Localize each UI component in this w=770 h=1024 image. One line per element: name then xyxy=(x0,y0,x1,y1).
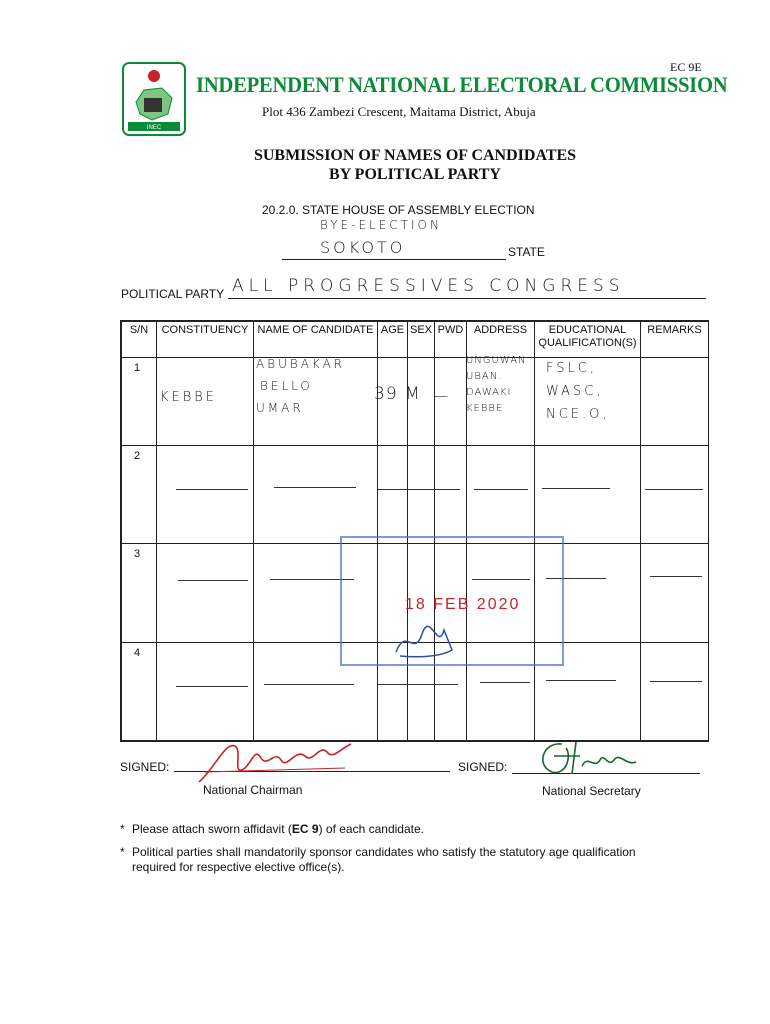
blank-dash xyxy=(474,489,528,490)
blank-dash xyxy=(264,684,354,685)
blank-dash xyxy=(650,576,702,577)
note2-text: Political parties shall mandatorily sponsor candidates who satisfy the statutory age qualification required for respective elective office(s). xyxy=(132,845,636,874)
candidate-address xyxy=(466,353,532,417)
blank-dash xyxy=(650,681,702,682)
signed-label-left: SIGNED: xyxy=(120,760,170,774)
note-affidavit xyxy=(120,822,424,836)
form-code: EC 9E xyxy=(670,60,702,74)
blank-dash xyxy=(274,487,356,488)
blank-dash xyxy=(645,489,703,490)
party-underline xyxy=(228,298,706,299)
address-line: KEBBE xyxy=(466,403,504,414)
commission-address: Plot 436 Zambezi Crescent, Maitama District, Abuja xyxy=(262,104,536,119)
col-header-sex: SEX xyxy=(408,322,435,358)
education-line: NCE.O, xyxy=(546,407,610,422)
election-line: 20.2.0. STATE HOUSE OF ASSEMBLY ELECTION xyxy=(262,203,535,217)
logo-label: INEC xyxy=(146,125,162,131)
candidate-pwd: — xyxy=(434,388,451,404)
candidate-constituency: KEBBE xyxy=(160,390,217,405)
note1-post: ) of each candidate. xyxy=(318,822,424,836)
blank-dash xyxy=(546,680,616,681)
signed-label-right: SIGNED: xyxy=(458,760,508,774)
bye-election-note: BYE-ELECTION xyxy=(320,218,442,232)
address-line: DAWAKI xyxy=(466,387,512,398)
blank-dash xyxy=(176,489,248,490)
blank-dash xyxy=(378,684,458,685)
blank-dash xyxy=(378,489,460,490)
blank-dash xyxy=(176,686,248,687)
party-label: POLITICAL PARTY xyxy=(121,287,225,301)
secretary-signature xyxy=(532,736,642,780)
candidate-name-line: ABUBAKAR xyxy=(256,357,346,371)
candidate-age: 39 xyxy=(374,384,398,404)
row-sn: 1 xyxy=(122,358,157,446)
note1-bold: EC 9 xyxy=(291,822,319,836)
table-row xyxy=(122,446,709,544)
note-bullet: * xyxy=(120,845,125,859)
secretary-title: National Secretary xyxy=(542,784,641,798)
col-header-age: AGE xyxy=(378,322,408,358)
col-header-sn: S/N xyxy=(122,322,157,358)
col-header-name: NAME OF CANDIDATE xyxy=(254,322,378,358)
col-header-constituency: CONSTITUENCY xyxy=(157,322,254,358)
inec-logo xyxy=(122,62,186,136)
form-title-line2: BY POLITICAL PARTY xyxy=(329,166,501,183)
row-sn: 4 xyxy=(122,642,157,740)
col-header-address: ADDRESS xyxy=(467,322,535,358)
party-value: ALL PROGRESSIVES CONGRESS xyxy=(232,276,625,296)
education-line: FSLC, xyxy=(546,361,597,376)
row-sn: 3 xyxy=(122,544,157,642)
education-line: WASC, xyxy=(546,384,604,399)
blank-dash xyxy=(542,488,610,489)
note1-pre: Please attach sworn affidavit ( xyxy=(132,822,292,836)
col-header-remarks: REMARKS xyxy=(641,322,709,358)
note-age-qualification xyxy=(120,845,680,875)
blank-dash xyxy=(178,580,248,581)
state-value: SOKOTO xyxy=(320,238,406,257)
candidate-education xyxy=(546,357,636,426)
form-title xyxy=(200,146,630,184)
row-sn: 2 xyxy=(122,446,157,544)
form-title-line1: SUBMISSION OF NAMES OF CANDIDATES xyxy=(253,147,577,164)
chairman-signature xyxy=(195,738,355,786)
candidate-name-line: BELLO xyxy=(260,379,313,393)
chairman-title: National Chairman xyxy=(203,783,303,797)
stamp-date: 18 FEB 2020 xyxy=(405,596,521,613)
table-header-row xyxy=(122,322,709,358)
state-label: STATE xyxy=(508,245,545,259)
address-line: UBAN. xyxy=(466,371,503,382)
note-bullet: * xyxy=(120,822,125,836)
candidate-name-line: UMAR xyxy=(256,401,304,415)
col-header-education: EDUCATIONAL QUALIFICATION(S) xyxy=(535,322,641,358)
state-underline xyxy=(282,259,506,260)
blank-dash xyxy=(480,682,530,683)
col-header-pwd: PWD xyxy=(435,322,467,358)
candidate-sex: M xyxy=(405,384,423,404)
address-line: UNGUWAN xyxy=(466,355,527,366)
candidate-name xyxy=(256,353,366,419)
stamp-signature xyxy=(392,622,462,660)
commission-name: INDEPENDENT NATIONAL ELECTORAL COMMISSION xyxy=(196,72,728,97)
